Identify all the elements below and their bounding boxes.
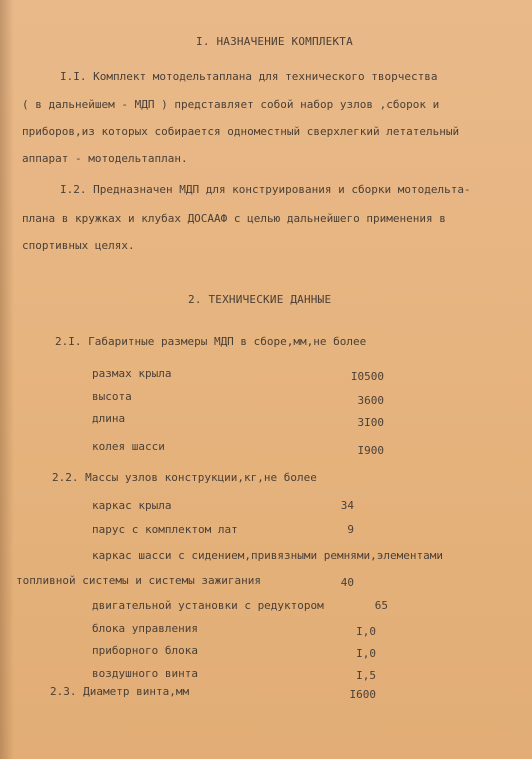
dim-label: длина [92, 412, 126, 425]
mass-label: топливной системы и системы зажигания [16, 574, 262, 587]
diameter-value: I600 [349, 688, 376, 701]
diameter-label: 2.3. Диаметр винта,мм [50, 685, 190, 698]
mass-value: I,0 [356, 647, 376, 660]
mass-label: каркас шасси с сидением,привязными ремнями,элементами [92, 549, 443, 562]
mass-value: I,0 [356, 625, 376, 638]
dims-heading: 2.I. Габаритные размеры МДП в сборе,мм,не более [55, 335, 367, 348]
para-1-1-line-2: ( в дальнейшем - МДП ) представляет собой набор узлов ,сборок и [22, 98, 440, 111]
section2-title: 2. ТЕХНИЧЕСКИЕ ДАННЫЕ [188, 293, 332, 306]
mass-label: каркас крыла [92, 499, 172, 512]
mass-value: 9 [347, 523, 354, 536]
mass-value: 34 [340, 499, 354, 512]
mass-label: воздушного винта [92, 667, 198, 680]
para-1-1-line-1: I.I. Комплект мотодельтаплана для технического творчества [60, 70, 438, 83]
mass-label: приборного блока [92, 644, 198, 657]
mass-value: I,5 [356, 669, 376, 682]
dim-label: размах крыла [92, 367, 172, 380]
dim-label: колея шасси [92, 440, 165, 453]
para-1-2-line-3: спортивных целях. [22, 239, 135, 252]
page-edge-shadow [0, 0, 14, 759]
mass-label: парус с комплектом лат [92, 523, 238, 536]
dim-value: 3600 [357, 394, 384, 407]
para-1-2-line-2: плана в кружках и клубах ДОСААФ с целью дальнейшего применения в [22, 212, 446, 225]
para-1-1-line-3: приборов,из которых собирается одноместный сверхлегкий летательный [22, 125, 460, 138]
mass-label: блока управления [92, 622, 198, 635]
dim-value: 3I00 [357, 416, 384, 429]
mass-label: двигательной установки с редуктором [92, 599, 324, 612]
mass-value: 65 [374, 599, 388, 612]
dim-value: I900 [357, 444, 384, 457]
dim-value: I0500 [350, 370, 384, 383]
section1-title: I. НАЗНАЧЕНИЕ КОМПЛЕКТА [196, 35, 353, 48]
mass-value: 40 [340, 576, 354, 589]
para-1-2-line-1: I.2. Предназначен МДП для конструирования и сборки мотодельта- [60, 183, 471, 196]
masses-heading: 2.2. Массы узлов конструкции,кг,не более [52, 471, 317, 484]
para-1-1-line-4: аппарат - мотодельтаплан. [22, 152, 188, 165]
dim-label: высота [92, 390, 132, 403]
